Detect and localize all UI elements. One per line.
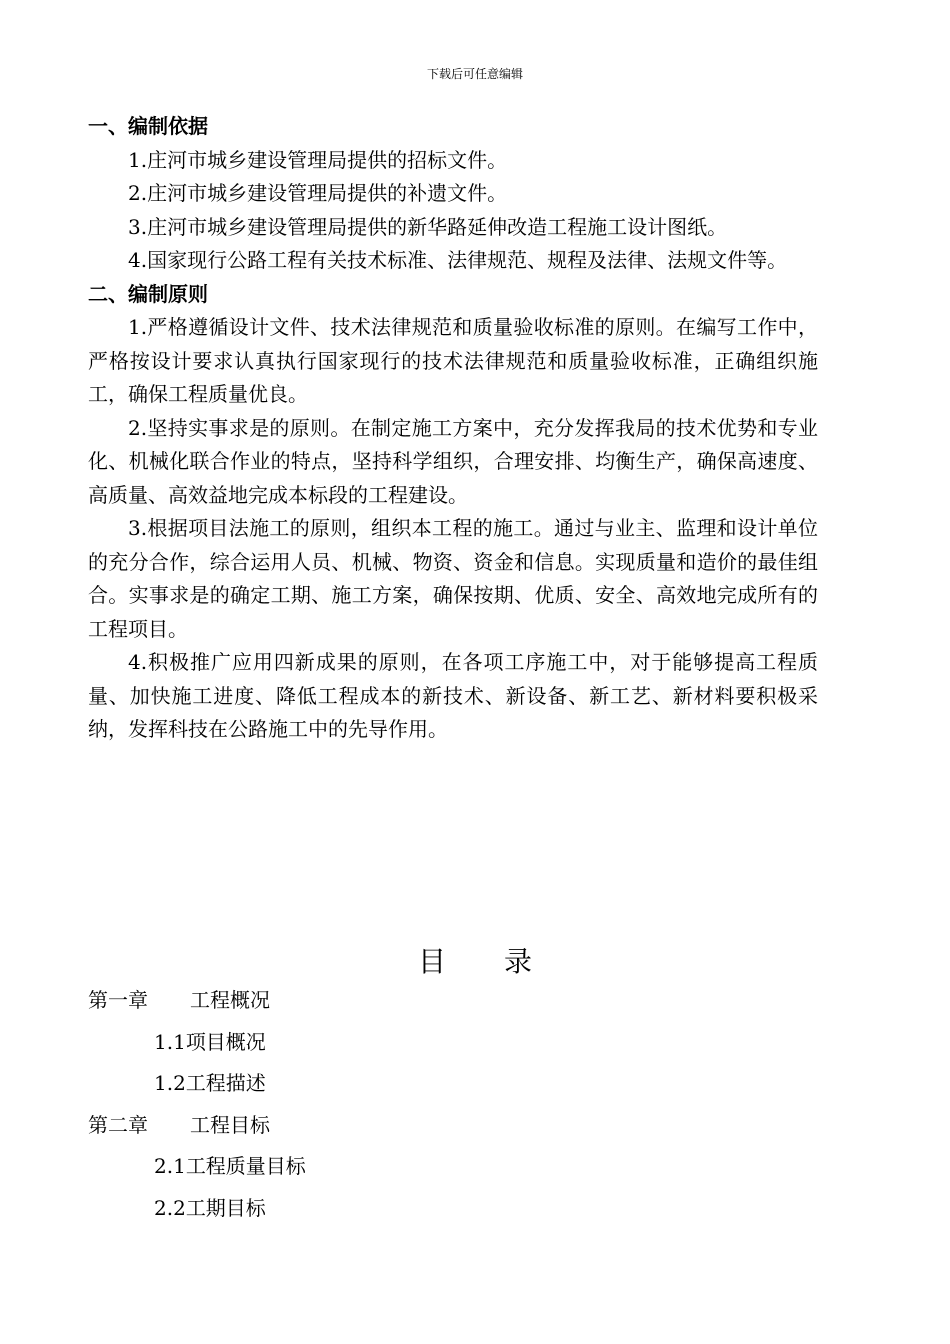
paragraph: 3.庄河市城乡建设管理局提供的新华路延伸改造工程施工设计图纸。 (128, 214, 728, 239)
toc-entry-number: 1.1 (154, 1029, 186, 1054)
toc-chapter-label: 第一章 (88, 988, 148, 1012)
toc-title-char: 录 (504, 945, 533, 978)
toc-entry-title: 工程质量目标 (185, 1154, 306, 1178)
toc-entry-number: 1.2 (154, 1071, 186, 1095)
toc-entry-number: 2.1 (154, 1154, 186, 1178)
page-header-note: 下载后可任意编辑 (426, 67, 523, 81)
toc-title (0, 942, 950, 982)
paragraph: 1.严格遵循设计文件、技术法律规范和质量验收标准的原则。在编写工作中，严格按设计要求认真执行国家现行的技术法律规范和质量验收标准，正确组织施工，确保工程质量优良。 (88, 315, 818, 406)
toc-chapter-entry[interactable] (88, 984, 818, 1026)
toc-section-entry[interactable] (88, 1067, 818, 1109)
paragraph: 4.积极推广应用四新成果的原则，在各项工序施工中，对于能够提高工程质量、加快施工进度、降低工程成本的新技术、新设备、新工艺、新材料要积极采纳，发挥科技在公路施工中的先导作用。 (88, 650, 818, 741)
toc-entry-title: 工程目标 (190, 1112, 270, 1137)
toc-section-entry[interactable] (88, 1192, 818, 1234)
section-heading: 二、编制原则 (88, 281, 208, 306)
document-body (88, 110, 818, 747)
paragraph: 1.庄河市城乡建设管理局提供的招标文件。 (128, 147, 508, 172)
section-basis (88, 110, 818, 278)
toc-entry-title: 项目概况 (185, 1029, 266, 1054)
toc-entry-title: 工期目标 (185, 1195, 266, 1220)
toc-chapter-entry[interactable] (88, 1109, 818, 1151)
toc-section-entry[interactable] (88, 1150, 818, 1192)
toc-title-char: 目 (417, 945, 446, 978)
toc-section-entry[interactable] (88, 1026, 818, 1068)
toc-entry-title: 工程概况 (190, 988, 270, 1012)
paragraph: 3.根据项目法施工的原则，组织本工程的施工。通过与业主、监理和设计单位的充分合作，综合运用人员、机械、物资、资金和信息。实现质量和造价的最佳组合。实事求是的确定工期、施工方案，确保按期、优质、安全、高效地完成所有的工程项目。 (88, 516, 818, 641)
paragraph: 4.国家现行公路工程有关技术标准、法律规范、规程及法律、法规文件等。 (128, 248, 788, 272)
toc-chapter-label: 第二章 (88, 1112, 148, 1137)
toc-entry-title: 工程描述 (185, 1071, 266, 1095)
table-of-contents (88, 984, 818, 1233)
toc-entry-number: 2.2 (154, 1195, 186, 1220)
section-heading: 一、编制依据 (88, 114, 208, 138)
paragraph: 2.坚持实事求是的原则。在制定施工方案中，充分发挥我局的技术优势和专业化、机械化联合作业的特点，坚持科学组织，合理安排、均衡生产，确保高速度、高质量、高效益地完成本标段的工程建设。 (88, 415, 818, 507)
paragraph: 2.庄河市城乡建设管理局提供的补遗文件。 (128, 181, 508, 205)
section-principles (88, 278, 818, 747)
